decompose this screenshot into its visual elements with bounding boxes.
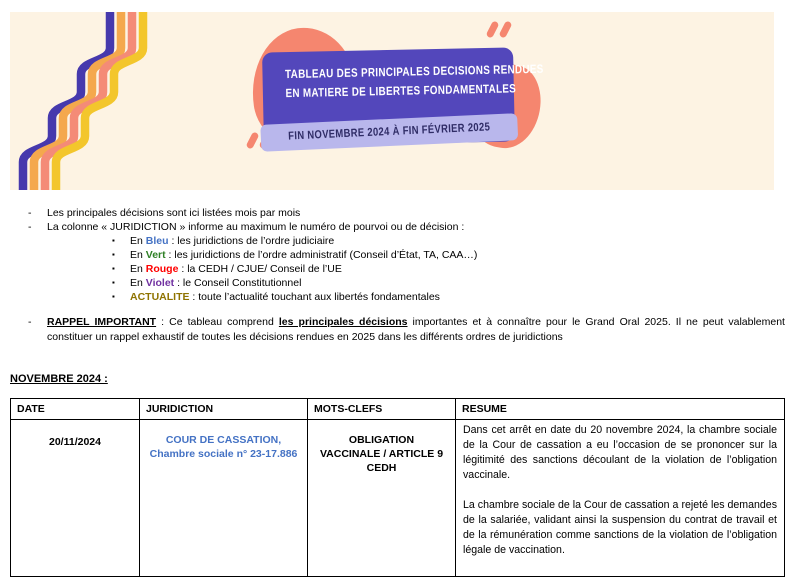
square-bullet-icon: ▪ xyxy=(112,236,115,245)
wavy-stripes-decoration xyxy=(10,12,160,190)
legend-item-vert: ▪ En Vert : les juridictions de l’ordre administratif (Conseil d’État, TA, CAA…) xyxy=(112,249,478,261)
column-header-mots-clefs: MOTS-CLEFS xyxy=(308,399,456,420)
legend-term: Bleu xyxy=(145,235,169,247)
resume-paragraph: La chambre sociale de la Cour de cassation a rejeté les demandes de la salariée, validant ainsi la suspension du contrat de travail et de la rémunération comme sanctions de la violation de l’obligation légale de vaccination. xyxy=(463,499,777,556)
square-bullet-icon: ▪ xyxy=(112,264,115,273)
rappel-label: RAPPEL IMPORTANT xyxy=(47,316,157,328)
column-header-resume: RESUME xyxy=(456,399,785,420)
bullet-dash: - xyxy=(28,207,32,219)
intro-section xyxy=(10,206,785,577)
banner-subtitle-strip xyxy=(260,113,518,152)
bullet-item: - La colonne « JURIDICTION » informe au maximum le numéro de pourvoi ou de décision : xyxy=(28,221,465,233)
legend-item-rouge: ▪ En Rouge : la CEDH / CJUE/ Conseil de l’UE xyxy=(112,263,342,275)
square-bullet-icon: ▪ xyxy=(112,292,115,301)
column-header-date: DATE xyxy=(11,399,140,420)
section-heading-novembre-2024: NOVEMBRE 2024 : xyxy=(10,373,108,385)
square-bullet-icon: ▪ xyxy=(112,250,115,259)
legend-term: ACTUALITE xyxy=(130,291,190,303)
table-header-row xyxy=(11,399,785,420)
legend-item-violet: ▪ En Violet : le Conseil Constitutionnel xyxy=(112,277,302,289)
legend-term: Violet xyxy=(145,277,175,289)
title-banner xyxy=(262,47,544,146)
cell-juridiction: COUR DE CASSATION, Chambre sociale n° 23-17.886 xyxy=(140,420,308,577)
resume-paragraph: Dans cet arrêt en date du 20 novembre 2024, la chambre sociale de la Cour de cassation a eu l’occasion de se prononcer sur la légitimité des sanctions découlant de la violation de l’obligation vaccinale. xyxy=(463,424,777,481)
legend-term: Vert xyxy=(145,249,166,261)
bullet-dash: - xyxy=(28,221,32,233)
decisions-table xyxy=(10,398,785,577)
rappel-important: - RAPPEL IMPORTANT : Ce tableau comprend les principales décisions importantes et à connaître pour le Grand Oral 2025. Il ne peut valablement constituer un rappel exhaustif de toutes les décisions rendues en 2025 dans les différents ordres de juridictions xyxy=(28,316,785,343)
legend-item-actualite: ▪ ACTUALITE : toute l’actualité touchant aux libertés fondamentales xyxy=(112,291,440,303)
banner-subtitle: FIN NOVEMBRE 2024 À FIN FÉVRIER 2025 xyxy=(288,121,491,143)
rappel-emphasis: les principales décisions xyxy=(278,316,408,328)
legend-item-bleu: ▪ En Bleu : les juridictions de l’ordre judiciaire xyxy=(112,235,335,247)
quote-marks-icon xyxy=(489,21,509,38)
cell-mots-clefs: OBLIGATION VACCINALE / ARTICLE 9 CEDH xyxy=(308,420,456,577)
table-row xyxy=(11,420,785,577)
bullet-dash: - xyxy=(28,316,32,328)
column-header-juridiction: JURIDICTION xyxy=(140,399,308,420)
hero-banner xyxy=(10,12,774,190)
legend-term: Rouge xyxy=(145,263,179,275)
cell-date: 20/11/2024 xyxy=(11,420,140,577)
bullet-item: - Les principales décisions sont ici listées mois par mois xyxy=(28,207,301,219)
square-bullet-icon: ▪ xyxy=(112,278,115,287)
banner-title: TABLEAU DES PRINCIPALES DECISIONS RENDUES EN MATIERE DE LIBERTES FONDAMENTALES xyxy=(284,61,544,101)
cell-resume xyxy=(456,420,785,577)
